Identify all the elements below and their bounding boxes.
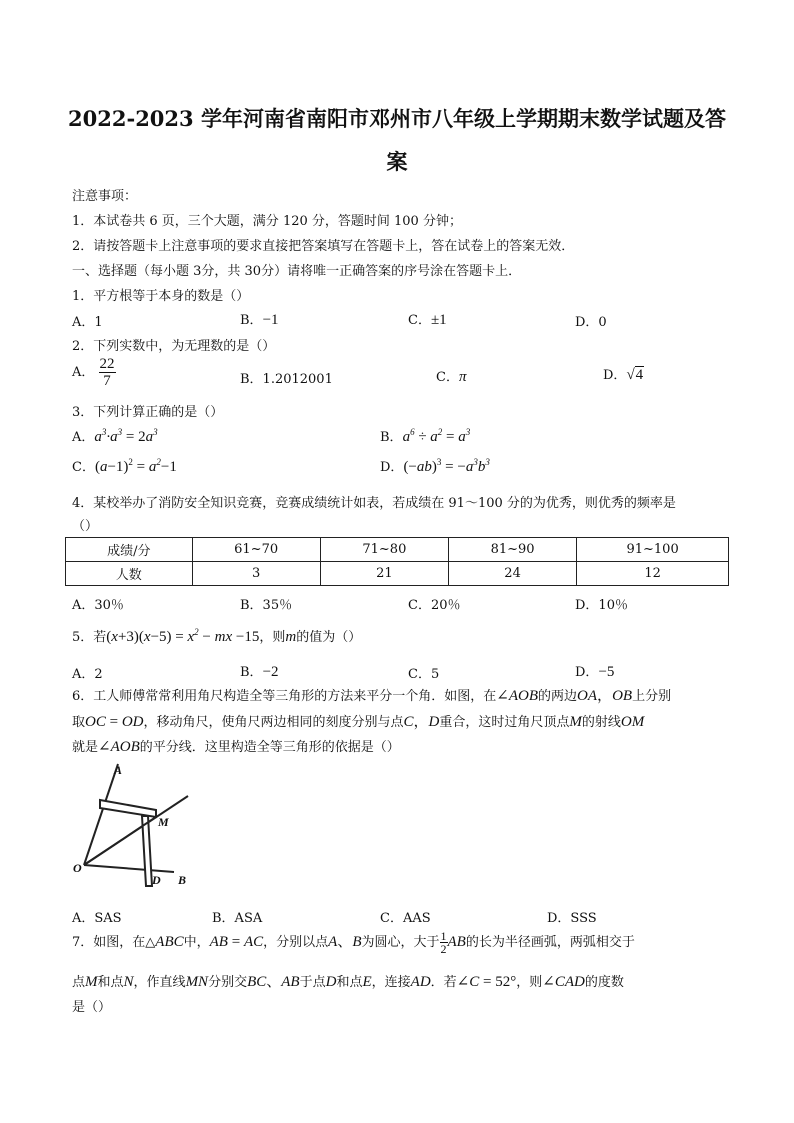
q6-line-2: 取OC = OD，移动角尺，使角尺两边相同的刻度分别与点C，D重合，这时过角尺顶点M的射线OM [72, 714, 645, 730]
q4-option-b: B．35％ [240, 598, 293, 613]
figure-label-d: D [152, 873, 161, 887]
q4-option-d: D．10％ [575, 598, 628, 613]
q1-option-a: A．1 [72, 315, 103, 330]
q3-option-d: D．$(-ab)^3 = -a^3b^3$ [380, 457, 490, 475]
q2-option-d: D．√4 [603, 367, 644, 383]
q1-option-d: D．0 [575, 315, 607, 330]
q5-option-d: D．−5 [575, 664, 615, 680]
table-cell: 61~70 [192, 538, 320, 562]
notice-heading: 注意事项： [72, 189, 138, 204]
figure-label-o: O [73, 861, 82, 875]
q5-stem: 5．若$(x+3)(x-5) = x^2$ − mx −15，则m的值为（） [72, 627, 362, 645]
table-cell: 81~90 [448, 538, 576, 562]
q2-stem: 2．下列实数中，为无理数的是（） [72, 339, 276, 354]
q7-line-2: 点M和点N，作直线MN分别交BC、AB于点D和点E，连接AD．若∠C = 52°，则∠CAD的度数 [72, 974, 624, 990]
q5-option-a: A．2 [72, 667, 103, 682]
q6-option-d: D．SSS [547, 911, 597, 926]
table-cell: 71~80 [320, 538, 448, 562]
section-1-heading: 一、选择题（每小题 3分，共 30分）请将唯一正确答案的序号涂在答题卡上． [72, 264, 522, 279]
figure-label-b: B [178, 873, 187, 887]
notice-1: 1．本试卷共 6 页，三个大题，满分 120 分，答题时间 100 分钟； [72, 214, 462, 229]
q6-line-1: 6．工人师傅常常利用角尺构造全等三角形的方法来平分一个角．如图，在∠AOB的两边OA，OB上分别 [72, 688, 672, 704]
q7-line-3: 是（） [72, 1000, 112, 1015]
doc-title-line2: 案 [386, 149, 408, 174]
q3-option-b: B．$a^6 \div a^2 = a^3$ [380, 427, 471, 445]
q6-line-3: 就是∠AOB的平分线．这里构造全等三角形的依据是（） [72, 739, 400, 755]
q3-option-a: A．$a^3\cdot a^3 = 2a^3$ [72, 427, 158, 445]
table-cell: 12 [577, 562, 729, 586]
table-cell: 24 [448, 562, 576, 586]
q1-option-b: B．−1 [240, 312, 279, 328]
q3-option-c: C．$(a-1)^2 = a^2-1$ [72, 457, 177, 475]
notice-2: 2．请按答题卡上注意事项的要求直接把答案填写在答题卡上，答在试卷上的答案无效． [72, 239, 575, 254]
table-cell: 21 [320, 562, 448, 586]
table-cell: 3 [192, 562, 320, 586]
table-header-row [66, 538, 729, 562]
score-table [65, 537, 729, 586]
q1-option-c: C．±1 [408, 312, 447, 328]
table-row [66, 562, 729, 586]
q2-option-b: B．1.2012001 [240, 372, 333, 387]
angle-ruler-figure [70, 760, 200, 900]
figure-label-a: A [114, 763, 123, 777]
figure-label-m: M [158, 815, 169, 829]
q6-option-b: B．ASA [212, 911, 263, 926]
doc-title-line1: 2022-2023 学年河南省南阳市邓州市八年级上学期期末数学试题及答 [68, 106, 726, 131]
q5-option-c: C．5 [408, 667, 440, 682]
q4-option-a: A．30％ [72, 598, 124, 613]
q5-option-b: B．−2 [240, 664, 279, 680]
q7-line-1: 7．如图，在△ABC中，AB = AC，分别以点A、B为圆心，大于 $\frac{1}{2}$ AB的长为半径画弧，两弧相交于 [72, 929, 635, 956]
fraction-22-7: $\frac{22}{7}$ [99, 356, 115, 389]
table-cell: 人数 [66, 562, 193, 586]
q1-stem: 1．平方根等于本身的数是（） [72, 289, 250, 304]
table-cell: 91~100 [577, 538, 729, 562]
q4-option-c: C．20％ [408, 598, 461, 613]
table-cell: 成绩/分 [66, 538, 193, 562]
q4-stem-1: 4．某校举办了消防安全知识竞赛，竞赛成绩统计如表，若成绩在 91～100 分的为优秀，则优秀的频率是 [72, 496, 676, 511]
q6-option-a: A．SAS [72, 911, 122, 926]
q3-stem: 3．下列计算正确的是（） [72, 405, 224, 420]
q6-option-c: C．AAS [380, 911, 431, 926]
q4-stem-2: （） [72, 519, 99, 534]
q2-option-a: A． $\frac{22}{7}$ [72, 356, 115, 389]
q2-option-c: C．π [436, 369, 467, 385]
